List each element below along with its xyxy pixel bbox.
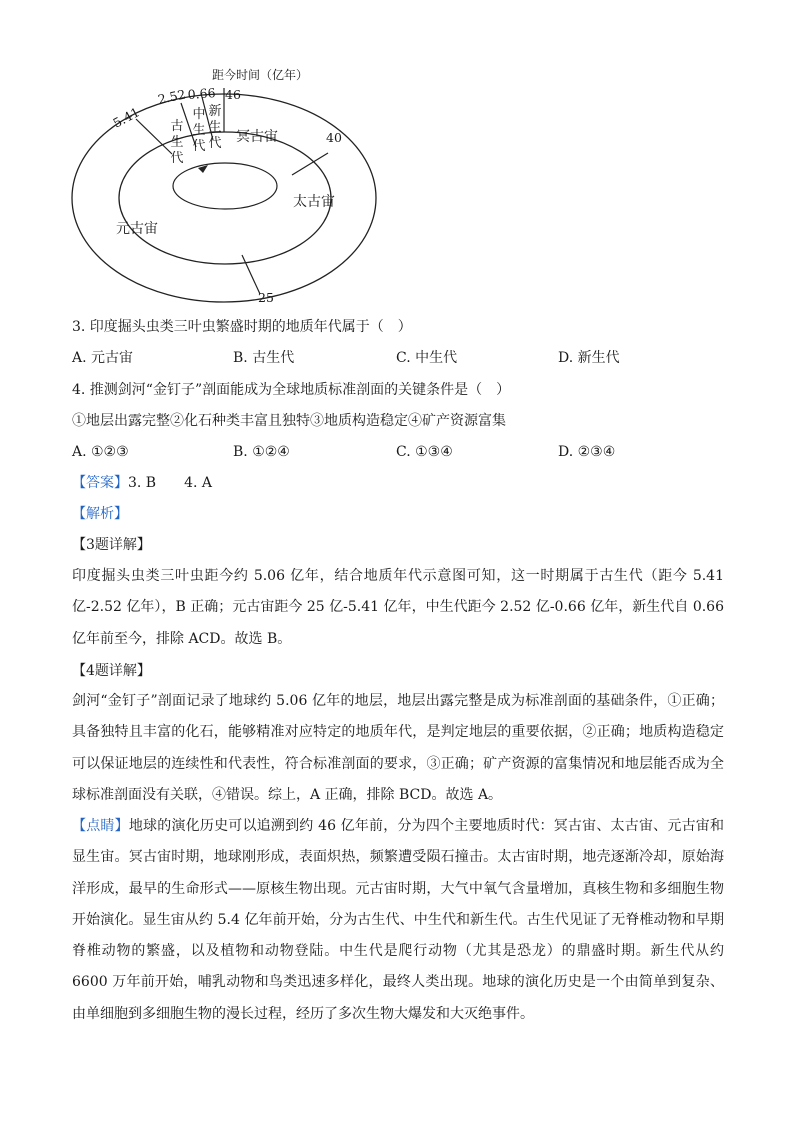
q4-option-a: A. ①②③ (72, 444, 129, 460)
q3-option-d: D. 新生代 (558, 350, 620, 366)
eon-label-hadean: 冥古宙 (236, 129, 278, 145)
q3-option-a: A. 元古宙 (72, 350, 134, 366)
time-label: 0.66 (187, 85, 216, 102)
answer-line (72, 473, 212, 493)
time-label: 40 (326, 130, 342, 145)
q3-option-b: B. 古生代 (233, 350, 295, 366)
answer-text: 3. B 4. A (128, 475, 213, 491)
rotation-ellipse (173, 163, 277, 209)
comment-paragraph (72, 811, 724, 1030)
time-label: 5.41 (110, 104, 142, 131)
analysis-tag: 【解析】 (72, 506, 128, 522)
q4-option-c: C. ①③④ (396, 444, 453, 460)
q3-detail-text: 印度掘头虫类三叶虫距今约 5.06 亿年，结合地质年代示意图可知，这一时期属于古生代（距今 5.41 亿-2.52 亿年），B 正确；元古宙距今 25 亿-5.41 亿年，中生代距今 2.52 亿-0.66 亿年，新生代自 0.66 亿年前至今，排除 ACD。故选 B。 (72, 568, 724, 647)
geologic-time-diagram (70, 58, 390, 303)
answer-tag: 【答案】 (72, 475, 128, 491)
time-label: 2.52 (156, 86, 187, 107)
eon-label-archean: 太古宙 (293, 194, 335, 210)
time-label: 46 (225, 87, 241, 102)
question-4-statements: ①地层出露完整②化石种类丰富且独特③地质构造稳定④矿产资源富集 (72, 413, 506, 429)
q4-option-b: B. ①②④ (233, 444, 290, 460)
q3-detail-heading: 【3题详解】 (72, 537, 151, 553)
q4-option-d: D. ②③④ (558, 444, 616, 460)
question-4-stem: 4. 推测剑河“金钉子”剖面能成为全球地质标准剖面的关键条件是（ ） (72, 382, 511, 398)
comment-text: 地球的演化历史可以追溯到约 46 亿年前，分为四个主要地质时代：冥古宙、太古宙、元古宙和显生宙。冥古宙时期，地球刚形成，表面炽热，频繁遭受陨石撞击。太古宙时期，地壳逐渐冷却，原始海洋形成，最早的生命形式——原核生物出现。元古宙时期，大气中氧气含量增加，真核生物和多细胞生物开始演化。显生宙从约 5.4 亿年前开始，分为古生代、中生代和新生代。古生代见证了无脊椎动物和早期脊椎动物的繁盛，以及植物和动物登陆。中生代是爬行动物（尤其是恐龙）的鼎盛时期。新生代从约 6600 万年前开始，哺乳动物和鸟类迅速多样化，最终人类出现。地球的演化历史是一个由简单到复杂、由单细胞到多细胞生物的漫长过程，经历了多次生物大爆发和大灭绝事件。 (72, 818, 724, 1022)
q4-detail-heading: 【4题详解】 (72, 663, 151, 679)
era-label-mesozoic: 中生代 (192, 107, 206, 154)
era-label-cenozoic: 新生代 (208, 104, 222, 151)
question-3-stem: 3. 印度掘头虫类三叶虫繁盛时期的地质年代属于（ ） (72, 319, 412, 335)
diagram-title: 距今时间（亿年） (212, 68, 309, 82)
q3-option-c: C. 中生代 (396, 350, 458, 366)
eon-label-proterozoic: 元古宙 (116, 221, 158, 237)
q4-detail-text: 剑河“金钉子”剖面记录了地球约 5.06 亿年的地层，地层出露完整是成为标准剖面的基础条件，①正确；具备独特且丰富的化石，能够精准对应特定的地质年代，是判定地层的重要依据，②正确；地质构造稳定可以保证地层的连续性和代表性，符合标准剖面的要求，③正确；矿产资源的富集情况和地层能否成为全球标准剖面没有关联，④错误。综上，A 正确，排除 BCD。故选 A。 (72, 693, 724, 803)
time-label: 25 (258, 290, 274, 303)
era-label-paleozoic: 古生代 (170, 119, 184, 166)
comment-tag: 【点睛】 (72, 818, 129, 834)
